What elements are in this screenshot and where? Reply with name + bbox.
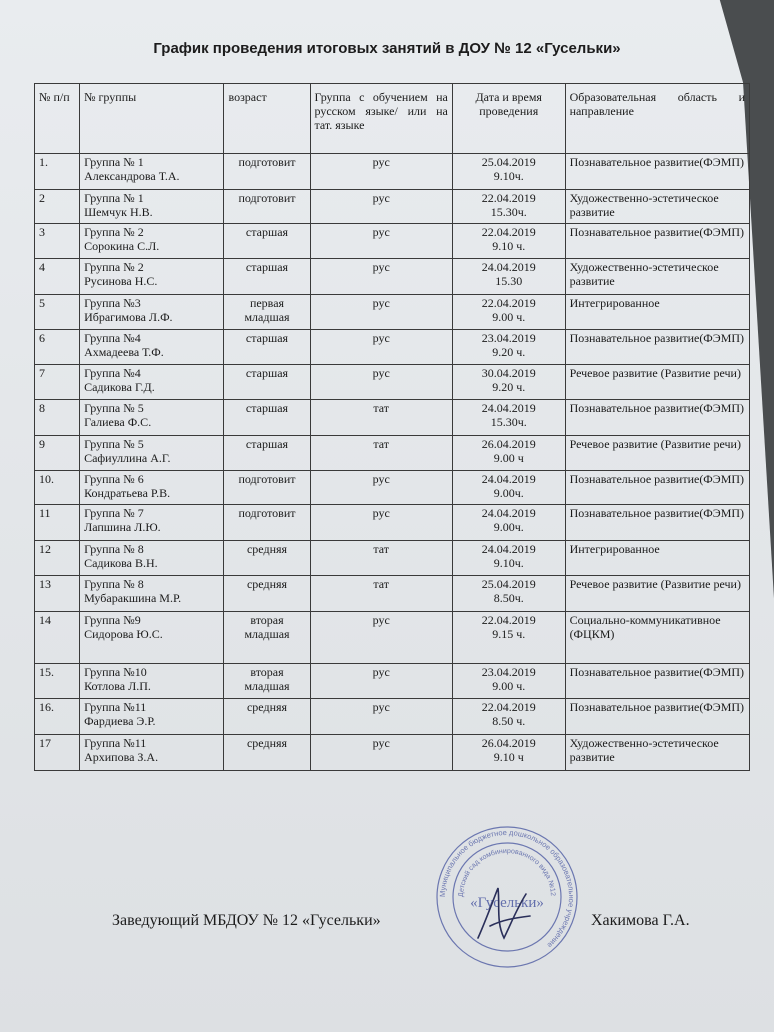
row-datetime-date: 26.04.2019 [481,736,536,750]
row-group-teacher: Александрова Т.А. [84,169,180,183]
row-datetime-time: 9.15 ч. [492,627,526,641]
row-area [565,436,749,471]
row-group-teacher: Садикова Г.Д. [84,380,155,394]
row-datetime-time: 8.50 ч. [492,714,526,728]
row-group-group: Группа №11 [84,700,147,714]
row-datetime [452,330,565,365]
row-datetime-date: 22.04.2019 [481,296,536,310]
row-num-num: 11 [39,506,51,520]
row-age [224,259,310,295]
row-lang-lang: рус [372,613,390,627]
row-area-area: Речевое развитие (Развитие речи) [569,577,741,591]
header-num: № п/п [35,84,80,154]
table-row [35,224,750,259]
row-datetime-date: 22.04.2019 [481,191,536,205]
row-lang [310,259,452,295]
row-datetime-date: 25.04.2019 [481,577,536,591]
row-area [565,259,749,295]
row-datetime-date: 24.04.2019 [481,260,536,274]
row-datetime-time: 8.50ч. [493,591,524,605]
row-age [224,400,310,436]
table-row [35,471,750,505]
row-group-teacher: Шемчук Н.В. [84,205,153,219]
row-group-group: Группа № 1 [84,155,144,169]
row-group-teacher: Мубаракшина М.Р. [84,591,182,605]
row-group [80,154,224,190]
row-age [224,471,310,505]
row-area-area: Познавательное развитие(ФЭМП) [569,472,745,486]
stamp-inner-text: Детский сад комбинированного вида №12 [457,847,557,898]
row-group-teacher: Галиева Ф.С. [84,415,152,429]
row-area [565,612,749,664]
row-datetime [452,154,565,190]
row-lang [310,505,452,541]
row-group-teacher: Ахмадеева Т.Ф. [84,345,164,359]
row-num [35,612,80,664]
row-area [565,576,749,612]
table-row [35,541,750,576]
row-datetime [452,471,565,505]
row-area-area: Художественно-эстетическое развитие [569,191,719,219]
row-datetime-date: 22.04.2019 [481,613,536,627]
table-row [35,505,750,541]
row-group-group: Группа №10 [84,665,147,679]
row-age-age: подготовит [238,506,296,520]
row-num [35,224,80,259]
row-num [35,259,80,295]
row-age [224,699,310,735]
row-datetime-date: 25.04.2019 [481,155,536,169]
table-row [35,190,750,224]
row-lang [310,295,452,330]
row-group [80,505,224,541]
row-num [35,190,80,224]
row-group-group: Группа № 1 [84,191,144,205]
row-group-teacher: Архипова З.А. [84,750,159,764]
row-datetime-time: 9.00 ч. [492,679,526,693]
row-age-age: первая младшая [244,296,290,324]
row-group-group: Группа № 2 [84,225,144,239]
header-group: № группы [80,84,224,154]
row-age [224,576,310,612]
row-age-age: старшая [245,401,289,415]
row-lang [310,154,452,190]
row-area [565,365,749,400]
table-row [35,154,750,190]
row-datetime-date: 23.04.2019 [481,331,536,345]
row-age [224,735,310,771]
row-datetime [452,436,565,471]
row-area [565,400,749,436]
handwritten-signature [468,880,538,950]
row-age [224,612,310,664]
row-datetime-time: 9.10 ч [493,750,524,764]
row-lang [310,365,452,400]
row-datetime [452,699,565,735]
table-row [35,436,750,471]
row-datetime [452,505,565,541]
row-lang [310,330,452,365]
header-age: возраст [224,84,310,154]
row-num [35,664,80,699]
stamp-outer-text: Муниципальное бюджетное дошкольное образовательное учреждение [437,827,577,950]
row-lang [310,541,452,576]
row-datetime-time: 9.00ч. [493,520,524,534]
table-row [35,612,750,664]
row-lang [310,699,452,735]
row-group [80,612,224,664]
row-group-group: Группа №4 [84,331,141,345]
row-age [224,154,310,190]
row-group [80,699,224,735]
table-row [35,365,750,400]
row-num-num: 3 [39,225,45,239]
row-lang [310,400,452,436]
row-num [35,576,80,612]
row-age [224,365,310,400]
row-datetime-time: 15.30 [495,274,523,288]
table-row [35,330,750,365]
row-num-num: 8 [39,401,45,415]
row-group-group: Группа № 5 [84,437,144,451]
row-age [224,541,310,576]
row-lang-lang: рус [372,700,390,714]
row-age-age: вторая младшая [244,665,290,693]
row-age-age: средняя [246,577,288,591]
row-num [35,330,80,365]
row-datetime [452,400,565,436]
row-num-num: 2 [39,191,45,205]
row-lang-lang: рус [372,472,390,486]
row-age [224,190,310,224]
row-age-age: старшая [245,225,289,239]
row-group [80,735,224,771]
row-datetime-date: 24.04.2019 [481,472,536,486]
row-datetime-time: 9.00 ч. [492,310,526,324]
row-area [565,330,749,365]
row-group-teacher: Сафиуллина А.Г. [84,451,171,465]
row-area [565,664,749,699]
row-age-age: подготовит [238,472,296,486]
row-datetime-date: 22.04.2019 [481,700,536,714]
footer-position: Заведующий МБДОУ № 12 «Гусельки» [112,912,381,929]
row-num-num: 14 [39,613,51,627]
row-age-age: старшая [245,260,289,274]
row-num-num: 17 [39,736,51,750]
row-group [80,471,224,505]
row-group-group: Группа № 8 [84,542,144,556]
table-row [35,295,750,330]
row-lang-lang: рус [372,331,390,345]
row-area [565,295,749,330]
row-area-area: Познавательное развитие(ФЭМП) [569,665,745,679]
row-group-teacher: Кондратьева Р.В. [84,486,171,500]
header-datetime: Дата и время проведения [452,84,565,154]
row-age-age: старшая [245,437,289,451]
row-age-age: средняя [246,700,288,714]
table-header-row [35,84,750,154]
row-lang [310,664,452,699]
row-num [35,505,80,541]
row-group-group: Группа №9 [84,613,141,627]
row-datetime-date: 24.04.2019 [481,542,536,556]
row-datetime [452,664,565,699]
row-group [80,541,224,576]
row-age-age: старшая [245,331,289,345]
row-group [80,259,224,295]
row-group-teacher: Сорокина С.Л. [84,239,160,253]
row-age [224,436,310,471]
row-age-age: старшая [245,366,289,380]
row-lang-lang: рус [372,736,390,750]
row-datetime-date: 24.04.2019 [481,506,536,520]
row-area [565,190,749,224]
row-num-num: 9 [39,437,45,451]
row-num [35,154,80,190]
row-num-num: 4 [39,260,45,274]
row-group [80,190,224,224]
row-num [35,400,80,436]
table-row [35,664,750,699]
row-lang-lang: рус [372,191,390,205]
row-area [565,154,749,190]
row-datetime-date: 22.04.2019 [481,225,536,239]
row-datetime-date: 26.04.2019 [481,437,536,451]
row-num [35,699,80,735]
table-row [35,576,750,612]
row-lang-lang: тат [373,542,390,556]
row-area-area: Познавательное развитие(ФЭМП) [569,401,745,415]
row-datetime [452,295,565,330]
row-lang-lang: тат [373,437,390,451]
row-group-group: Группа № 2 [84,260,144,274]
row-group [80,436,224,471]
row-datetime-time: 15.30ч. [490,205,527,219]
row-datetime [452,259,565,295]
row-group [80,224,224,259]
row-area [565,505,749,541]
row-lang-lang: тат [373,401,390,415]
row-area [565,224,749,259]
row-num-num: 5 [39,296,45,310]
row-datetime [452,541,565,576]
row-group-teacher: Сидорова Ю.С. [84,627,163,641]
footer-name: Хакимова Г.А. [591,912,690,929]
row-area-area: Речевое развитие (Развитие речи) [569,437,741,451]
row-age [224,330,310,365]
row-num-num: 13 [39,577,51,591]
row-age-age: подготовит [238,191,296,205]
row-num-num: 6 [39,331,45,345]
row-group-group: Группа №4 [84,366,141,380]
row-area-area: Познавательное развитие(ФЭМП) [569,506,745,520]
row-lang [310,436,452,471]
row-age-age: подготовит [238,155,296,169]
table-row [35,735,750,771]
row-area-area: Познавательное развитие(ФЭМП) [569,331,745,345]
row-age [224,664,310,699]
row-lang-lang: тат [373,577,390,591]
row-datetime-time: 9.00 ч [493,451,524,465]
row-datetime-time: 9.10ч. [493,556,524,570]
row-area-area: Интегрированное [569,542,660,556]
row-datetime [452,612,565,664]
row-datetime [452,735,565,771]
row-area [565,471,749,505]
row-num [35,295,80,330]
row-group [80,295,224,330]
row-group-teacher: Лапшина Л.Ю. [84,520,161,534]
row-group-group: Группа № 7 [84,506,144,520]
row-area-area: Речевое развитие (Развитие речи) [569,366,741,380]
row-datetime-time: 9.00ч. [493,486,524,500]
row-num-num: 16. [39,700,54,714]
row-datetime [452,365,565,400]
row-num [35,365,80,400]
row-area [565,735,749,771]
row-num [35,436,80,471]
row-num-num: 10. [39,472,54,486]
row-lang [310,576,452,612]
header-area: Образовательная область и направление [565,84,749,154]
row-num-num: 7 [39,366,45,380]
row-group-group: Группа № 5 [84,401,144,415]
row-age-age: средняя [246,736,288,750]
row-age-age: средняя [246,542,288,556]
row-group [80,365,224,400]
row-age [224,224,310,259]
row-age-age: вторая младшая [244,613,290,641]
row-area [565,699,749,735]
row-num-num: 12 [39,542,51,556]
row-datetime-time: 9.20 ч. [492,380,526,394]
row-datetime-time: 15.30ч. [490,415,527,429]
row-group-teacher: Садикова В.Н. [84,556,158,570]
row-area [565,541,749,576]
row-lang-lang: рус [372,296,390,310]
row-group-group: Группа №3 [84,296,141,310]
row-lang [310,735,452,771]
row-area-area: Художественно-эстетическое развитие [569,260,719,288]
row-group [80,576,224,612]
row-num [35,541,80,576]
row-age [224,295,310,330]
row-lang-lang: рус [372,155,390,169]
row-num [35,471,80,505]
row-datetime-time: 9.10ч. [493,169,524,183]
schedule-table [34,83,750,771]
row-datetime [452,190,565,224]
row-datetime-date: 24.04.2019 [481,401,536,415]
row-group-group: Группа № 6 [84,472,144,486]
row-group-teacher: Фардиева Э.Р. [84,714,156,728]
row-lang-lang: рус [372,665,390,679]
row-group-group: Группа №11 [84,736,147,750]
table-row [35,699,750,735]
row-lang [310,471,452,505]
row-num-num: 15. [39,665,54,679]
row-area-area: Познавательное развитие(ФЭМП) [569,155,745,169]
row-num-num: 1. [39,155,48,169]
row-num [35,735,80,771]
document-title: График проведения итоговых занятий в ДОУ № 12 «Гусельки» [153,40,621,57]
row-datetime-time: 9.20 ч. [492,345,526,359]
row-group-teacher: Котлова Л.П. [84,679,151,693]
table-row [35,400,750,436]
row-lang [310,224,452,259]
row-datetime-date: 30.04.2019 [481,366,536,380]
row-area-area: Художественно-эстетическое развитие [569,736,719,764]
table-row [35,259,750,295]
row-area-area: Интегрированное [569,296,660,310]
row-lang-lang: рус [372,260,390,274]
row-lang-lang: рус [372,225,390,239]
row-lang-lang: рус [372,506,390,520]
row-datetime-date: 23.04.2019 [481,665,536,679]
row-lang-lang: рус [372,366,390,380]
row-group-teacher: Ибрагимова Л.Ф. [84,310,173,324]
row-datetime [452,224,565,259]
row-lang [310,190,452,224]
row-area-area: Познавательное развитие(ФЭМП) [569,225,745,239]
stamp-center-text: «Гусельки» [470,895,544,911]
row-group [80,400,224,436]
row-datetime-time: 9.10 ч. [492,239,526,253]
row-datetime [452,576,565,612]
header-lang: Группа с обучением на русском языке/ или на тат. языке [310,84,452,154]
row-group-group: Группа № 8 [84,577,144,591]
row-area-area: Социально-коммуникативное (ФЦКМ) [569,613,721,641]
row-area-area: Познавательное развитие(ФЭМП) [569,700,745,714]
row-group [80,330,224,365]
row-age [224,505,310,541]
row-group-teacher: Русинова Н.С. [84,274,158,288]
row-group [80,664,224,699]
row-lang [310,612,452,664]
